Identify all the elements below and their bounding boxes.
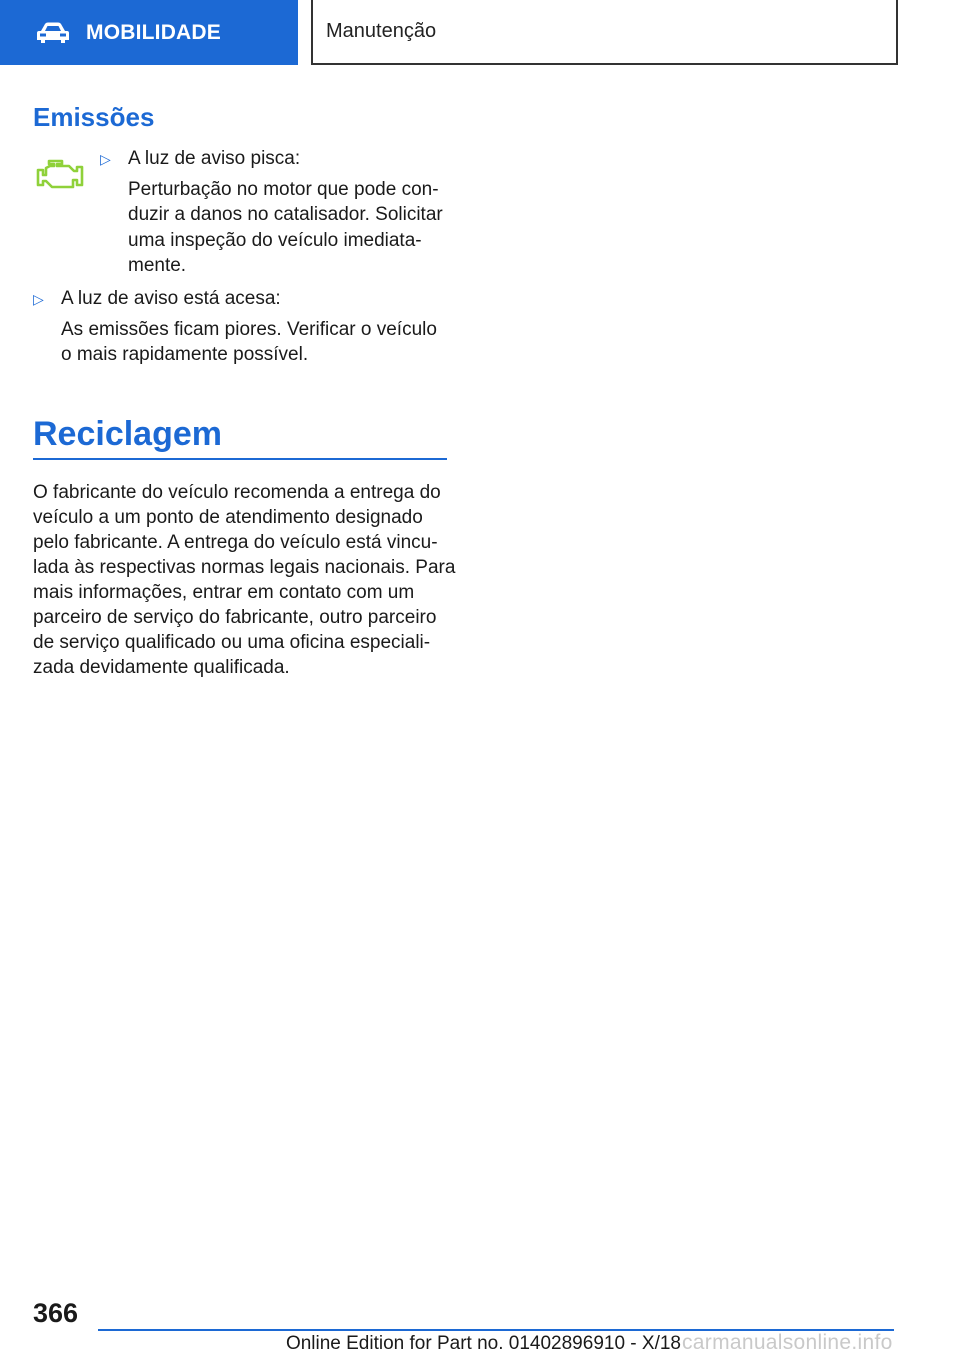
footer-edition: Online Edition for Part no. 01402896910 - X/18 [285, 1333, 681, 1354]
bullet-triangle-icon: ▷ [33, 291, 44, 307]
car-icon [36, 21, 70, 45]
paragraph-line: pelo fabricante. A entrega do veículo está vincu- [33, 532, 438, 553]
paragraph-line: veículo a um ponto de atendimento designado [33, 507, 423, 528]
paragraph-line: zada devidamente qualificada. [33, 657, 290, 678]
bullet-text-line: uma inspeção do veículo imediata- [128, 230, 422, 251]
recycling-heading: Reciclagem [33, 415, 222, 453]
header-section-label: Manutenção [326, 20, 437, 42]
bullet-triangle-icon: ▷ [100, 151, 111, 167]
paragraph-line: parceiro de serviço do fabricante, outro parceiro [33, 607, 437, 628]
watermark: carmanualsonline.info [682, 1331, 893, 1354]
bullet-text-line: Perturbação no motor que pode con- [128, 179, 439, 200]
paragraph-line: lada às respectivas normas legais nacionais. Para [33, 557, 456, 578]
bullet-heading: A luz de aviso está acesa: [61, 288, 281, 309]
header-tab-mobilidade[interactable] [0, 0, 298, 65]
paragraph-line: de serviço qualificado ou uma oficina especiali- [33, 632, 431, 653]
paragraph-line: O fabricante do veículo recomenda a entrega do [33, 482, 441, 503]
bullet-text-line: duzir a danos no catalisador. Solicitar [128, 204, 443, 225]
header-section [311, 0, 898, 65]
bullet-text-line: As emissões ficam piores. Verificar o veículo [61, 319, 437, 340]
header-tab-label: MOBILIDADE [86, 20, 221, 44]
paragraph-line: mais informações, entrar em contato com um [33, 582, 415, 603]
emissions-heading: Emissões [33, 102, 155, 132]
bullet-heading: A luz de aviso pisca: [128, 148, 301, 169]
bullet-text-line: o mais rapidamente possível. [61, 344, 309, 365]
check-engine-icon [36, 156, 86, 194]
page-number: 366 [33, 1298, 79, 1328]
bullet-text-line: mente. [128, 255, 187, 276]
heading-divider [33, 458, 447, 460]
